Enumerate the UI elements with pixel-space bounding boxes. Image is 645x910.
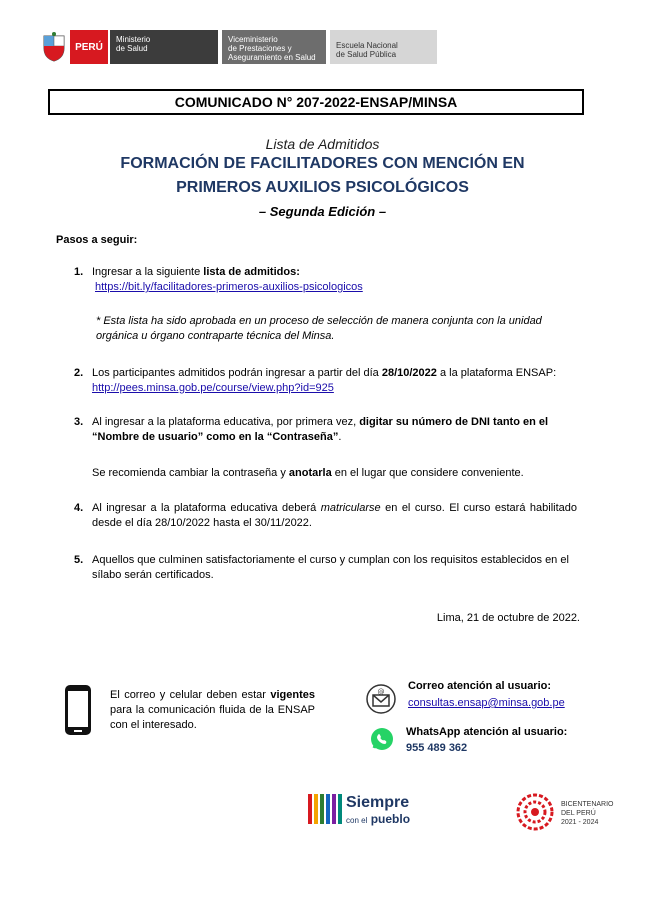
notice-bold-text: vigentes xyxy=(270,689,315,701)
admitted-list-link[interactable]: https://bit.ly/facilitadores-primeros-auxilios-psicologicos xyxy=(95,281,363,293)
viceministerio-header-block xyxy=(222,30,326,64)
email-support-label: Correo atención al usuario: xyxy=(408,680,552,692)
header-line: de Salud Pública xyxy=(336,50,397,59)
step-1-note: * Esta lista ha sido aprobada en un proceso de selección de manera conjunta con la unidad orgánica u órgano contraparte técnica del Minsa. xyxy=(96,315,542,342)
subtitle-course-line-2: PRIMEROS AUXILIOS PSICOLÓGICOS xyxy=(176,179,469,196)
email-support-link[interactable]: consultas.ensap@minsa.gob.pe xyxy=(408,697,565,709)
whatsapp-support-label: WhatsApp atención al usuario: xyxy=(406,726,568,738)
step-5: Aquellos que culminen satisfactoriamente el curso y cumplan con los requisitos establecidos en el sílabo serán certificados. xyxy=(92,554,569,581)
step-3 xyxy=(92,415,577,445)
steps-heading: Pasos a seguir: xyxy=(56,234,138,246)
peru-brand-label: PERÚ xyxy=(70,30,108,64)
step-text: Al ingresar a la plataforma educativa, por primera vez, xyxy=(92,416,360,428)
logo-line: DEL PERÚ xyxy=(561,810,596,817)
notice-text: para la comunicación fluida de la ENSAP con el interesado. xyxy=(110,704,315,731)
step-3-recommendation xyxy=(92,466,577,481)
logo-text: Siempre xyxy=(346,794,410,811)
step-bold-text: anotarla xyxy=(288,467,332,479)
header-line: Escuela Nacional xyxy=(336,41,398,50)
step-bold-text: digitar su número de DNI tanto en el “Nombre de usuario” como en la “Contraseña” xyxy=(92,416,549,443)
header-line: de Salud xyxy=(116,44,148,53)
document-date: Lima, 21 de octubre de 2022. xyxy=(436,612,580,624)
step-2 xyxy=(92,366,592,396)
contact-validity-notice xyxy=(110,688,315,733)
whatsapp-number: 955 489 362 xyxy=(406,742,468,754)
subtitle-edition: – Segunda Edición – xyxy=(258,204,387,219)
step-bold-text: lista de admitidos: xyxy=(203,266,300,278)
logo-line: BICENTENARIO xyxy=(561,801,614,808)
coat-of-arms-icon xyxy=(42,32,66,62)
notice-text: El correo y celular deben estar xyxy=(110,689,271,701)
header-line: Viceministerio xyxy=(228,35,278,44)
step-4 xyxy=(92,501,577,531)
step-text: en el lugar que considere conveniente. xyxy=(331,467,524,479)
subtitle-course-line-1: FORMACIÓN DE FACILITADORES CON MENCIÓN EN xyxy=(120,155,525,172)
step-number: 2. xyxy=(74,367,84,379)
step-number: 3. xyxy=(74,416,84,428)
subtitle-lista: Lista de Admitidos xyxy=(265,136,380,152)
step-bold-text: 28/10/2022 xyxy=(381,367,437,379)
step-number: 4. xyxy=(74,502,84,514)
step-italic-text: matricularse xyxy=(320,502,381,514)
step-text: en el curso. El curso estará habilitado desde el día 28/10/2022 hasta el 30/11/2022. xyxy=(92,502,577,529)
email-icon xyxy=(366,684,396,714)
step-text: Los participantes admitidos podrán ingresar a partir del día xyxy=(92,367,382,379)
step-1 xyxy=(92,265,577,295)
header-line: Aseguramiento en Salud xyxy=(228,53,316,62)
logo-line: 2021 - 2024 xyxy=(561,819,599,826)
siempre-con-el-pueblo-logo xyxy=(306,790,416,830)
bicentenario-logo xyxy=(515,792,635,836)
step-number: 5. xyxy=(74,554,84,566)
header-line: de Prestaciones y xyxy=(228,44,292,53)
whatsapp-icon xyxy=(370,727,394,751)
step-text: Se recomienda cambiar la contraseña y xyxy=(92,467,289,479)
escuela-header-block xyxy=(330,30,437,64)
step-text: a la plataforma ENSAP: xyxy=(436,367,557,379)
ministerio-header-block xyxy=(110,30,218,64)
step-number: 1. xyxy=(74,266,84,278)
logo-subtext-bold: pueblo xyxy=(370,812,411,826)
logo-subtext-small: con el xyxy=(346,816,368,825)
header-line: Ministerio xyxy=(116,35,151,44)
svg-text:@: @ xyxy=(377,688,385,696)
step-text: . xyxy=(338,431,342,443)
platform-link[interactable]: http://pees.minsa.gob.pe/course/view.php?id=925 xyxy=(92,382,334,394)
mobile-phone-icon xyxy=(64,684,92,736)
logo-subtext xyxy=(346,812,410,826)
step-text: Al ingresar a la plataforma educativa deberá xyxy=(92,502,321,514)
document-title: COMUNICADO N° 207-2022-ENSAP/MINSA xyxy=(48,89,584,115)
step-text: Ingresar a la siguiente xyxy=(92,266,204,278)
